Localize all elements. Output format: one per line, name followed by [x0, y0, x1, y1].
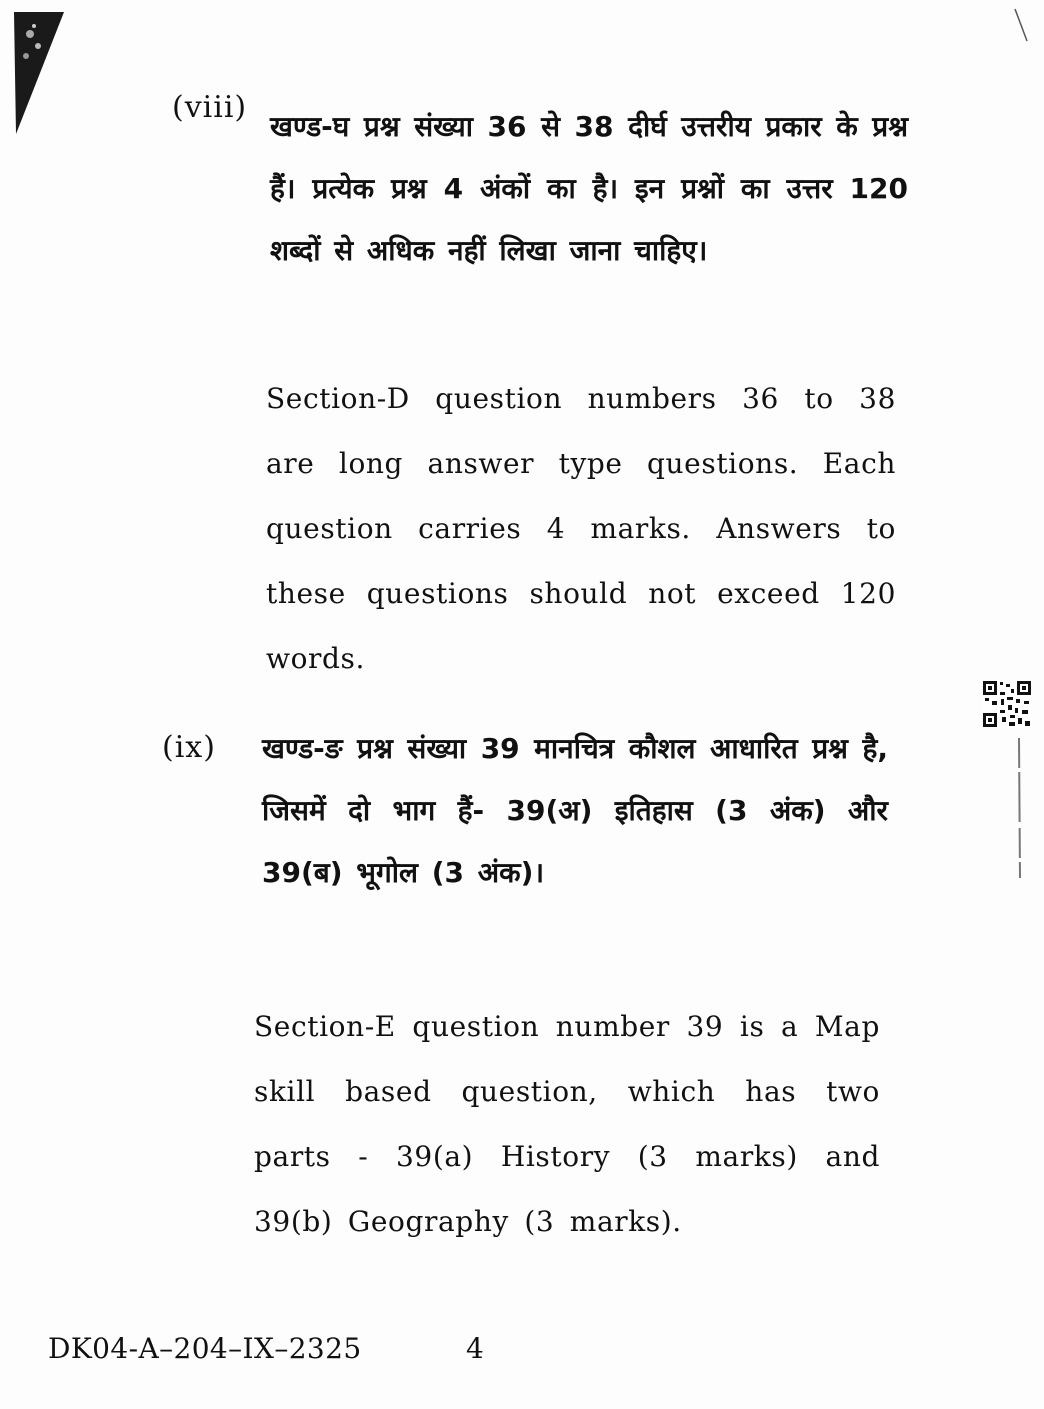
item-ix-english-text: Section-E question number 39 is a Map skill based question, which has two parts - 39(a) History (3 marks) and 39(b) Geography (3 marks). — [254, 1010, 880, 1238]
item-viii-hindi-text: खण्ड-घ प्रश्न संख्या 36 से 38 दीर्घ उत्तरीय प्रकार के प्रश्न हैं। प्रत्येक प्रश्न 4 अंकों का है। इन प्रश्नों का उत्तर 120 शब्दों से अधिक नहीं लिखा जाना चाहिए। — [270, 110, 908, 267]
item-viii-english-text: Section-D question numbers 36 to 38 are long answer type questions. Each question carries 4 marks. Answers to these questions should not exceed 120 words. — [266, 382, 896, 675]
page-number: 4 — [466, 1332, 484, 1365]
scan-edge-line — [1014, 738, 1024, 878]
scan-corner-mark — [14, 12, 64, 134]
paper-code: DK04-A–204–IX–2325 — [48, 1332, 362, 1365]
item-ix-hindi-text: खण्ड-ङ प्रश्न संख्या 39 मानचित्र कौशल आधारित प्रश्न है, जिसमें दो भाग हैं- 39(अ) इतिहास (3 अंक) और 39(ब) भूगोल (3 अंक)। — [262, 732, 888, 889]
item-number-viii: (viii) — [172, 90, 248, 125]
scan-corner-tick — [1014, 8, 1028, 42]
qr-code-icon — [982, 680, 1032, 728]
item-number-ix: (ix) — [162, 730, 216, 765]
